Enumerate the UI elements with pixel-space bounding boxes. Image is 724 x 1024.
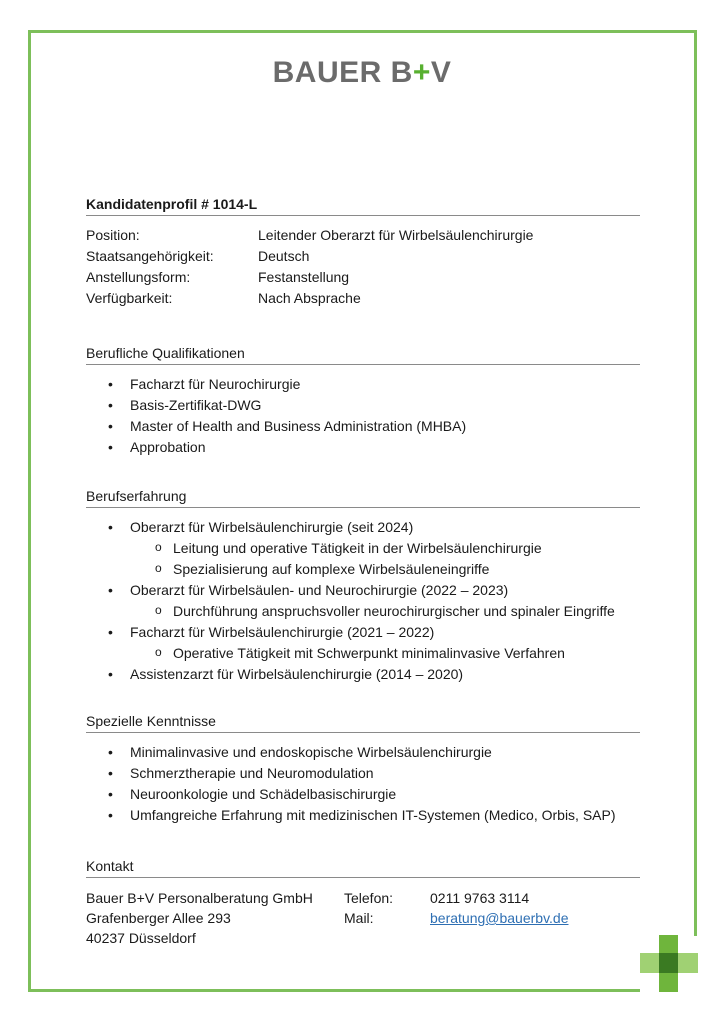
logo-text-right: V (430, 56, 452, 89)
skills-title: Spezielle Kenntnisse (86, 713, 640, 733)
skill-item: • Umfangreiche Erfahrung mit medizinischen IT-Systemen (Medico, Orbis, SAP) (86, 805, 640, 826)
field-label: Staatsangehörigkeit: (86, 248, 214, 264)
page-border-bottom (28, 989, 640, 992)
experience-title: Berufserfahrung (86, 488, 640, 508)
experience-item: • Oberarzt für Wirbelsäulenchirurgie (seit 2024) (86, 517, 640, 538)
experience-subitem: o Spezialisierung auf komplexe Wirbelsäuleneingriffe (86, 559, 640, 580)
qualification-item: • Master of Health and Business Administration (MHBA) (86, 416, 640, 437)
profile-field-row (86, 267, 640, 288)
contact-row-1 (86, 888, 640, 908)
field-label: Position: (86, 227, 140, 243)
field-label: Anstellungsform: (86, 269, 191, 285)
profile-section (86, 196, 640, 309)
field-value: Deutsch (258, 248, 310, 264)
qualification-item: • Approbation (86, 437, 640, 458)
experience-subitem: o Operative Tätigkeit mit Schwerpunkt minimalinvasive Verfahren (86, 643, 640, 664)
mail-label: Mail: (344, 910, 374, 926)
experience-subitem: o Durchführung anspruchsvoller neurochirurgischer und spinaler Eingriffe (86, 601, 640, 622)
profile-field-row (86, 246, 640, 267)
skills-list (86, 742, 640, 826)
logo-text-left: BAUER B (272, 56, 413, 89)
experience-item: • Oberarzt für Wirbelsäulen- und Neurochirurgie (2022 – 2023) (86, 580, 640, 601)
qualification-item: • Facharzt für Neurochirurgie (86, 374, 640, 395)
page-border-right (694, 30, 697, 936)
cross-center (659, 953, 678, 973)
field-value: Festanstellung (258, 269, 350, 285)
contact-section (86, 858, 640, 948)
field-label: Verfügbarkeit: (86, 290, 173, 306)
company-name: Bauer B+V Personalberatung GmbH (86, 890, 313, 906)
profile-field-row (86, 225, 640, 246)
city-address: 40237 Düsseldorf (86, 930, 196, 946)
experience-subitem: o Leitung und operative Tätigkeit in der Wirbelsäulenchirurgie (86, 538, 640, 559)
experience-list (86, 517, 640, 685)
profile-field-row (86, 288, 640, 309)
experience-item: • Facharzt für Wirbelsäulenchirurgie (2021 – 2022) (86, 622, 640, 643)
profile-fields (86, 225, 640, 309)
profile-title: Kandidatenprofil # 1014-L (86, 196, 640, 216)
phone-number: 0211 9763 3114 (430, 890, 530, 906)
qualifications-list (86, 374, 640, 458)
field-value: Nach Absprache (258, 290, 361, 306)
skill-item: • Schmerztherapie und Neuromodulation (86, 763, 640, 784)
logo-plus: + (412, 56, 431, 89)
street-address: Grafenberger Allee 293 (86, 910, 231, 926)
experience-section (86, 488, 640, 685)
skills-section (86, 713, 640, 826)
experience-item: • Assistenzarzt für Wirbelsäulenchirurgie (2014 – 2020) (86, 664, 640, 685)
phone-label: Telefon: (344, 890, 394, 906)
email-link[interactable]: beratung@bauerbv.de (430, 910, 569, 926)
qualifications-section (86, 345, 640, 458)
contact-row-3 (86, 928, 640, 948)
skill-item: • Minimalinvasive und endoskopische Wirbelsäulenchirurgie (86, 742, 640, 763)
field-value: Leitender Oberarzt für Wirbelsäulenchirurgie (258, 227, 534, 243)
company-logo (0, 56, 724, 90)
skill-item: • Neuroonkologie und Schädelbasischirurgie (86, 784, 640, 805)
qualifications-title: Berufliche Qualifikationen (86, 345, 640, 365)
contact-row-2 (86, 908, 640, 928)
qualification-item: • Basis-Zertifikat-DWG (86, 395, 640, 416)
contact-title: Kontakt (86, 858, 640, 878)
